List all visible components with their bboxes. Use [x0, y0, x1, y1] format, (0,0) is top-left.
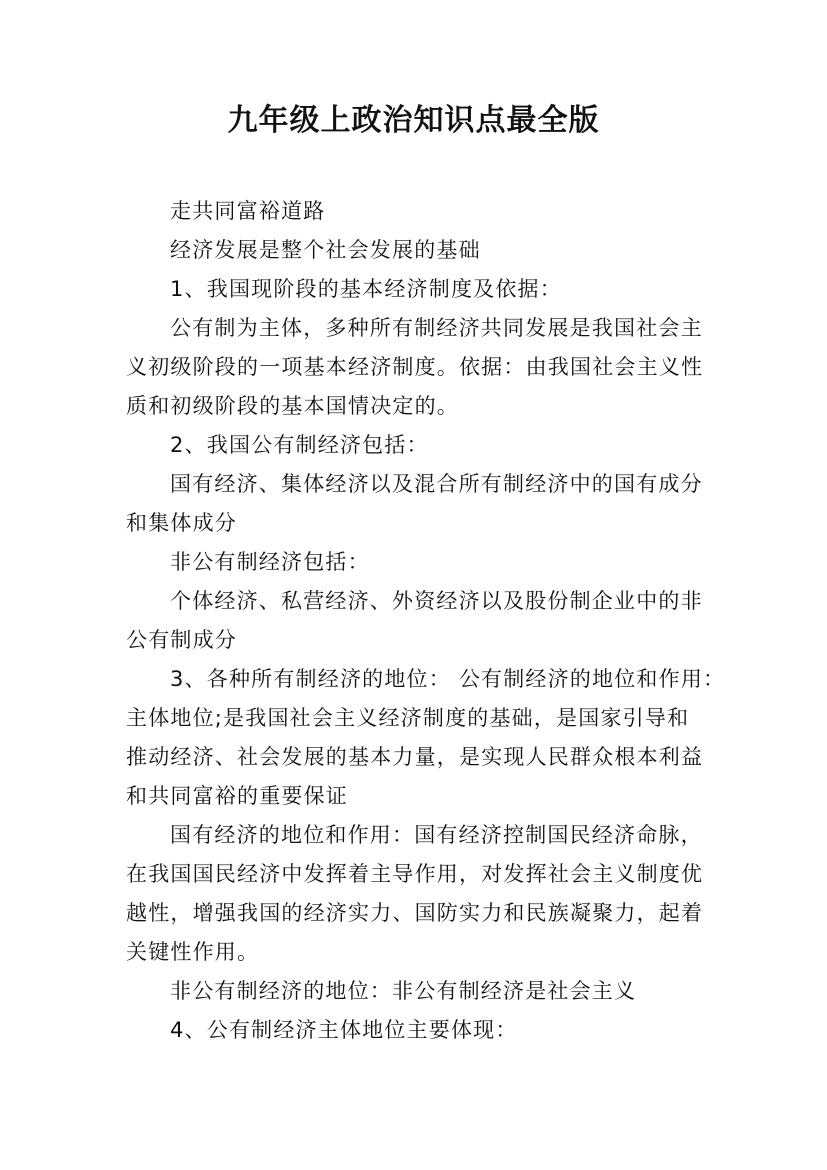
paragraph-line: 主体地位;是我国社会主义经济制度的基础，是国家引导和 — [126, 706, 690, 730]
paragraph-line: 越性，增强我国的经济实力、国防实力和民族凝聚力，起着 — [126, 901, 704, 925]
paragraph-line: 非公有制经济包括： — [170, 550, 370, 574]
paragraph-line: 推动经济、社会发展的基本力量，是实现人民群众根本利益 — [126, 745, 704, 769]
paragraph-line: 1、我国现阶段的基本经济制度及依据： — [170, 277, 562, 301]
paragraph-line: 非公有制经济的地位：非公有制经济是社会主义 — [170, 979, 637, 1003]
paragraph-line: 国有经济的地位和作用：国有经济控制国民经济命脉， — [170, 823, 703, 847]
paragraph-line: 3、各种所有制经济的地位： 公有制经济的地位和作用： — [170, 667, 726, 691]
paragraph-line: 义初级阶段的一项基本经济制度。依据：由我国社会主义性 — [126, 355, 704, 379]
paragraph-line: 和共同富裕的重要保证 — [126, 784, 348, 808]
paragraph-line: 国有经济、集体经济以及混合所有制经济中的国有成分 — [170, 472, 703, 496]
paragraph-line: 关键性作用。 — [126, 940, 260, 964]
paragraph-line: 在我国国民经济中发挥着主导作用，对发挥社会主义制度优 — [126, 862, 704, 886]
document-title: 九年级上政治知识点最全版 — [227, 103, 600, 138]
paragraph-line: 个体经济、私营经济、外资经济以及股份制企业中的非 — [170, 589, 703, 613]
paragraph-line: 4、公有制经济主体地位主要体现： — [170, 1018, 518, 1042]
paragraph-line: 公有制成分 — [126, 628, 237, 652]
paragraph-line: 公有制为主体，多种所有制经济共同发展是我国社会主 — [170, 316, 703, 340]
paragraph-line: 和集体成分 — [126, 511, 237, 535]
paragraph-line: 经济发展是整个社会发展的基础 — [170, 238, 481, 262]
paragraph-line: 质和初级阶段的基本国情决定的。 — [126, 394, 459, 418]
paragraph-line: 2、我国公有制经济包括： — [170, 433, 429, 457]
paragraph-line: 走共同富裕道路 — [170, 199, 326, 223]
